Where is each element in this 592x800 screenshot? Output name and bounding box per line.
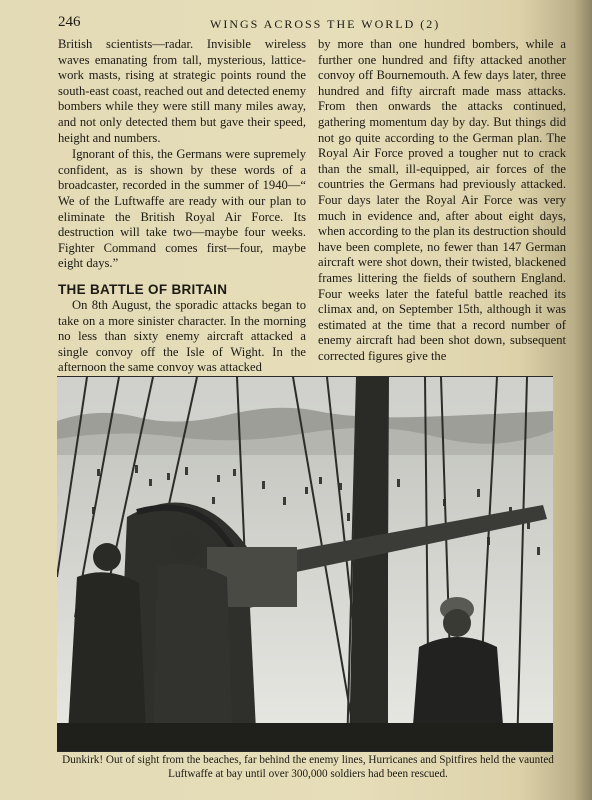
paragraph: Ignorant of this, the Germans were supremely confident, as is shown by these words of a broadcaster, recorded in the summer of 1940—“ We of the Luftwaffe are ready with our plan to eliminate the British Royal Air Force. Its destruction will take two—maybe four weeks. Fighter Command comes first—four, maybe eight days.” bbox=[58, 147, 306, 271]
photograph bbox=[57, 376, 553, 752]
paragraph: by more than one hundred bombers, while a further one hundred and fifty attacked another convoy off Bournemouth. A few days later, three hundred and fifty aircraft made mass attacks. From then onwards the attacks continued, gathering momentum day by day. But things did not go quite according to the German plan. The Royal Air Force proved a tougher nut to crack than the small, ill-equipped, air forces of the countries the Germans had previously attacked. Four days later the Royal Air Force was very much in evidence and, after about eight days, when according to the plan its destruction should have been complete, no fewer than 147 German aircraft were shot down, their twisted, blackened frames littering the fields of southern England. Four weeks later the fateful battle reached its climax and, on September 15th, although it was estimated at the time that a record number of enemy aircraft had been shot down, subsequent corrected figures give the bbox=[318, 37, 566, 363]
page-number: 246 bbox=[58, 14, 81, 30]
section-heading: THE BATTLE OF BRITAIN bbox=[58, 281, 228, 297]
photo-caption: Dunkirk! Out of sight from the beaches, far behind the enemy lines, Hurricanes and Spitfires held the vaunted Luftwaffe at bay until over 300,000 soldiers had been rescued. bbox=[62, 754, 554, 780]
dunkirk-photo-illustration bbox=[57, 377, 553, 751]
paragraph: On 8th August, the sporadic attacks began to take on a more sinister character. In the morning no less than sixty enemy aircraft attacked a single convoy off the Isle of Wight. In the afternoon the same convoy was attacked bbox=[58, 297, 306, 375]
running-head: WINGS ACROSS THE WORLD (2) bbox=[210, 17, 441, 31]
left-text-column bbox=[58, 37, 306, 376]
right-text-column bbox=[318, 37, 566, 364]
paragraph: British scientists—radar. Invisible wireless waves emanating from tall, mysterious, lattice-work masts, rising at strategic points round the south-east coast, reached out and detected enemy bombers while they were still many miles away, and not only detected them but gave their speed, height and numbers. bbox=[58, 37, 306, 145]
